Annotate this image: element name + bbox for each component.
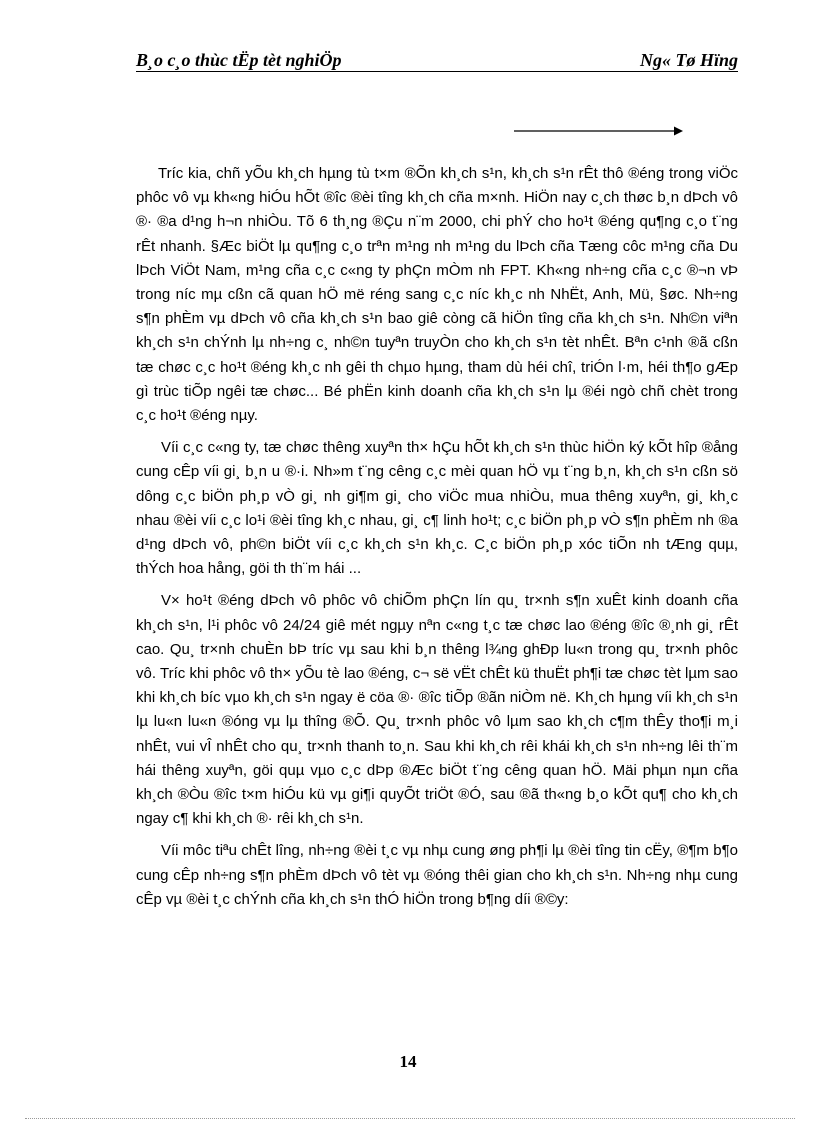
paragraph: Tríc kia, chñ yÕu kh¸ch hµng tù t×m ®Õn kh¸ch s¹n, kh¸ch s¹n rÊt thô ®éng trong viÖc phôc vô vµ kh«ng hiÓu hÕt ®îc ®èi tîng kh¸ch cña m×nh. HiÖn nay c¸ch thøc b¸n dÞch vô ®· ®a d¹ng h¬n nhiÒu. Tõ 6 th¸ng ®Çu n¨m 2000, chi phÝ cho ho¹t ®éng qu¶ng c¸o t¨ng rÊt nhanh. §Æc biÖt lµ qu¶ng c¸o trªn m¹ng nh m¹ng du lÞch cña Tæng côc m¹ng cña Du lÞch ViÖt Nam, m¹ng cña c¸c c«ng ty phÇn mÒm nh FPT. Kh«ng nh÷ng cña c¸c ®¬n vÞ trong níc mµ cßn cã quan hÖ më réng sang c¸c níc kh¸c nh NhËt, Anh, Mü, §øc. Nh÷ng s¶n phÈm vµ dÞch vô cña kh¸ch s¹n bao giê còng cã hiÖn tîng cña kh¸ch s¹n. Nh©n viªn kh¸ch s¹n chÝnh lµ nh÷ng c¸ nh©n tuyªn truyÒn cho kh¸ch s¹n tèt nhÊt. Bªn c¹nh ®ã cßn tæ chøc c¸c ho¹t ®éng kh¸c nh gêi th chµo hµng, tham dù héi chî, triÓn l·m, héi th¶o gÆp gì trùc tiÕp ngêi tæ chøc... Bé phËn kinh doanh cña kh¸ch s¹n lµ ®éi ngò chñ chèt trong c¸c ho¹t ®éng nµy. [136,165,738,425]
page-bottom-divider [25,1118,795,1119]
page-header [136,48,738,72]
header-rule [136,71,738,72]
author-name: Ng« Tø Hïng [639,50,738,70]
report-title: B¸o c¸o thùc tËp tèt nghiÖp [136,50,342,70]
page-number: 14 [399,1052,417,1071]
right-arrow-icon [514,125,684,137]
paragraph: Víi c¸c c«ng ty, tæ chøc thêng xuyªn th× hÇu hÕt kh¸ch s¹n thùc hiÖn ký kÕt hîp ®ång cung cÊp víi gi¸ b¸n u ®·i. Nh»m t¨ng cêng c¸c mèi quan hÖ vµ t¨ng b¸n, kh¸ch s¹n cßn sö dông c¸c biÖn ph¸p vÒ gi¸ nh gi¶m gi¸ cho viÖc mua nhiÒu, mua thêng xuyªn, gi¸ kh¸c nhau ®èi víi c¸c lo¹i ®èi tîng kh¸c nhau, gi¸ c¶ linh ho¹t; c¸c biÖn ph¸p vÒ s¶n phÈm nh ®a d¹ng dÞch vô, ph©n biÖt víi c¸c kh¸ch s¹n kh¸c. C¸c biÖn ph¸p xóc tiÕn nh tÆng quµ, thÝch hoa hång, göi th th¨m hái ... [136,439,738,578]
paragraph: V× ho¹t ®éng dÞch vô phôc vô chiÕm phÇn lín qu¸ tr×nh s¶n xuÊt kinh doanh cña kh¸ch s¹n, l¹i phôc vô 24/24 giê mét ngµy nªn c«ng t¸c tæ chøc lao ®éng ®îc ®¸nh gi¸ rÊt cao. Qu¸ tr×nh chuÈn bÞ tríc vµ sau khi b¸n thêng l¾ng ghÐp lu«n trong qu¸ tr×nh phôc vô. Tríc khi phôc vô th× yÕu tè lao ®éng, c¬ së vËt chÊt kü thuËt ph¶i tæ chøc tèt lµm sao khi kh¸ch bíc vµo kh¸ch s¹n ngay ë cöa ®· ®îc tiÕp ®ãn niÒm në. Kh¸ch hµng víi kh¸ch s¹n lµ lu«n lu«n ®óng vµ lµ thîng ®Õ. Qu¸ tr×nh phôc vô lµm sao kh¸ch c¶m thÊy tho¶i m¸i nhÊt, vui vÎ nhÊt cho qu¸ tr×nh thanh to¸n. Sau khi kh¸ch rêi khái kh¸ch s¹n nh÷ng lêi th¨m hái thêng xuyªn, göi quµ vµo c¸c dÞp ®Æc biÖt t¨ng cêng quan hÖ. Mäi phµn nµn cña kh¸ch ®Òu ®îc t×m hiÓu kü vµ gi¶i quyÕt triÖt ®Ó, sau ®ã th«ng b¸o kÕt qu¶ cho kh¸ch ngay c¶ khi kh¸ch ®· rêi kh¸ch s¹n. [136,592,738,828]
paragraph: Víi môc tiªu chÊt lîng, nh÷ng ®èi t¸c vµ nhµ cung øng ph¶i lµ ®èi tîng tin cËy, ®¶m b¶o cung cÊp nh÷ng s¶n phÈm dÞch vô tèt vµ ®óng thêi gian cho kh¸ch s¹n. Nh÷ng nhµ cung cÊp vµ ®èi t¸c chÝnh cña kh¸ch s¹n thÓ hiÖn trong b¶ng díi ®©y: [136,842,738,908]
body-text [136,162,738,920]
